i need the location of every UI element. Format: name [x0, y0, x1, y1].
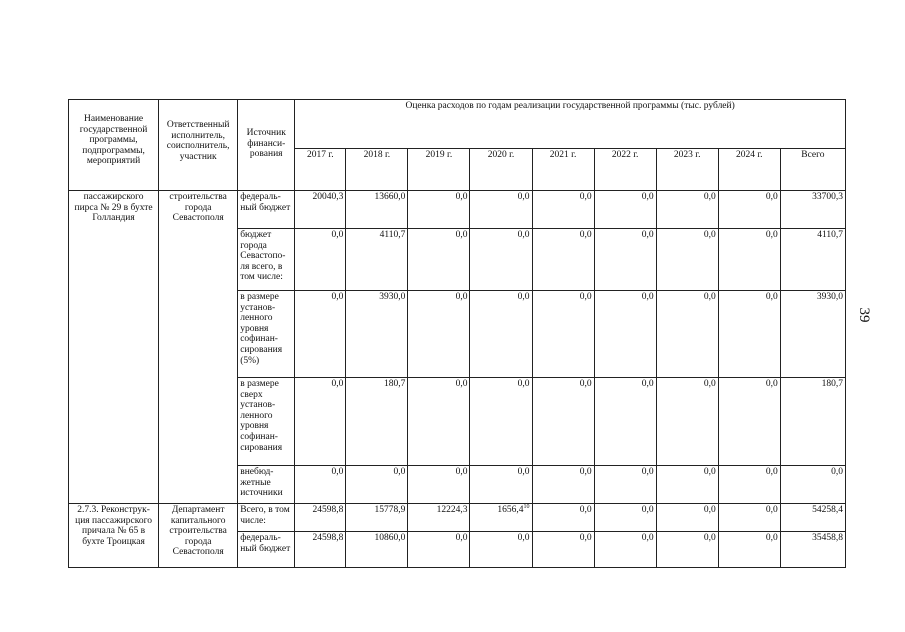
- value-cell: 4110,7: [346, 229, 408, 291]
- value-cell: 0,0: [470, 466, 532, 504]
- value-cell: 13660,0: [346, 191, 408, 229]
- value-cell: 0,0: [656, 378, 718, 466]
- total-cell: 3930,0: [780, 291, 845, 378]
- value-cell: 0,0: [594, 378, 656, 466]
- value-cell: 0,0: [408, 229, 470, 291]
- value-cell: 24598,8: [295, 532, 346, 568]
- total-cell: 180,7: [780, 378, 845, 466]
- header-source: Источник финанси-рования: [238, 100, 295, 191]
- value-cell: 15778,9: [346, 504, 408, 532]
- page-number: 39: [856, 307, 872, 323]
- funding-source: бюджет города Севастопо-ля всего, в том числе:: [238, 229, 295, 291]
- program-name: 2.7.3. Реконструк-ция пассажирского причала № 65 в бухте Троицкая: [69, 504, 159, 568]
- value-cell: 0,0: [470, 291, 532, 378]
- value-cell: 0,0: [408, 532, 470, 568]
- header-name: Наименование государственной программы, подпрограммы, мероприятий: [69, 100, 159, 191]
- value-cell: 0,0: [408, 291, 470, 378]
- funding-source: внебюд-жетные источники: [238, 466, 295, 504]
- value-cell: 0,0: [470, 191, 532, 229]
- value-cell: 3930,0: [346, 291, 408, 378]
- value-cell: 0,0: [295, 291, 346, 378]
- value-cell: 0,0: [594, 532, 656, 568]
- funding-source: федераль-ный бюджет: [238, 191, 295, 229]
- value-cell-footnoted: [470, 504, 532, 532]
- value-cell: 0,0: [656, 291, 718, 378]
- value-cell: 0,0: [532, 466, 594, 504]
- value-cell: 0,0: [470, 229, 532, 291]
- value-cell: 0,0: [594, 504, 656, 532]
- value-cell: 0,0: [594, 291, 656, 378]
- table-row: [69, 191, 846, 229]
- value-text: 1656,4: [497, 505, 524, 515]
- year-header: 2022 г.: [594, 149, 656, 191]
- total-cell: 33700,3: [780, 191, 845, 229]
- value-cell: 10860,0: [346, 532, 408, 568]
- value-cell: 0,0: [346, 466, 408, 504]
- value-cell: 0,0: [656, 466, 718, 504]
- value-cell: 0,0: [594, 229, 656, 291]
- year-header: 2018 г.: [346, 149, 408, 191]
- value-cell: 0,0: [532, 378, 594, 466]
- year-header: 2021 г.: [532, 149, 594, 191]
- value-cell: 180,7: [346, 378, 408, 466]
- year-header: 2023 г.: [656, 149, 718, 191]
- value-cell: 0,0: [470, 378, 532, 466]
- total-cell: 35458,8: [780, 532, 845, 568]
- funding-source: федераль-ный бюджет: [238, 532, 295, 568]
- value-cell: 0,0: [656, 191, 718, 229]
- total-header: Всего: [780, 149, 845, 191]
- funding-source: Всего, в том числе:: [238, 504, 295, 532]
- value-cell: 0,0: [718, 191, 780, 229]
- value-cell: 0,0: [656, 229, 718, 291]
- year-header: 2024 г.: [718, 149, 780, 191]
- footnote-mark: 10: [523, 503, 530, 510]
- header-responsible: Ответственный исполнитель, соисполнитель, участник: [159, 100, 238, 191]
- value-cell: 0,0: [532, 229, 594, 291]
- value-cell: 0,0: [656, 532, 718, 568]
- value-cell: 0,0: [532, 532, 594, 568]
- budget-table: [68, 99, 846, 568]
- total-cell: 4110,7: [780, 229, 845, 291]
- value-cell: 0,0: [408, 378, 470, 466]
- value-cell: 0,0: [295, 229, 346, 291]
- funding-source: в размере установ-ленного уровня софинан-сирования (5%): [238, 291, 295, 378]
- value-cell: 0,0: [718, 532, 780, 568]
- year-header: 2019 г.: [408, 149, 470, 191]
- value-cell: 0,0: [295, 466, 346, 504]
- value-cell: 24598,8: [295, 504, 346, 532]
- value-cell: 0,0: [656, 504, 718, 532]
- value-cell: 0,0: [594, 466, 656, 504]
- value-cell: 0,0: [718, 504, 780, 532]
- total-cell: 54258,4: [780, 504, 845, 532]
- table-row: [69, 504, 846, 532]
- value-cell: 0,0: [532, 504, 594, 532]
- value-cell: 0,0: [532, 191, 594, 229]
- total-cell: 0,0: [780, 466, 845, 504]
- responsible-name: Департамент капитального строительства города Севастополя: [159, 504, 238, 568]
- value-cell: 12224,3: [408, 504, 470, 532]
- program-name: пассажирского пирса № 29 в бухте Голландия: [69, 191, 159, 504]
- value-cell: 0,0: [470, 532, 532, 568]
- value-cell: 0,0: [408, 466, 470, 504]
- year-header: 2017 г.: [295, 149, 346, 191]
- value-cell: 0,0: [718, 291, 780, 378]
- value-cell: 0,0: [718, 229, 780, 291]
- responsible-name: строительства города Севастополя: [159, 191, 238, 504]
- value-cell: 0,0: [532, 291, 594, 378]
- value-cell: 20040,3: [295, 191, 346, 229]
- value-cell: 0,0: [594, 191, 656, 229]
- funding-source: в размере сверх установ-ленного уровня софинан-сирования: [238, 378, 295, 466]
- value-cell: 0,0: [295, 378, 346, 466]
- year-header: 2020 г.: [470, 149, 532, 191]
- value-cell: 0,0: [408, 191, 470, 229]
- header-estimate: Оценка расходов по годам реализации государственной программы (тыс. рублей): [295, 100, 846, 149]
- value-cell: 0,0: [718, 466, 780, 504]
- value-cell: 0,0: [718, 378, 780, 466]
